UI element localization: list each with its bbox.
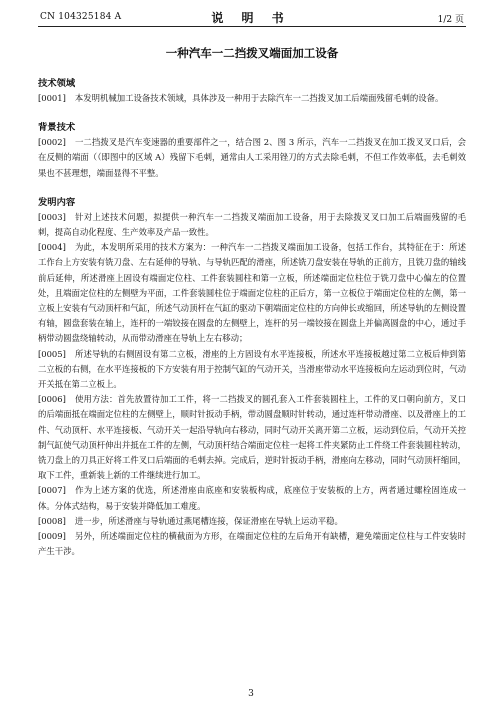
paragraph-text: 针对上述技术问题，拟提供一种汽车一二挡拨叉端面加工设备，用于去除拨叉叉口加工后端面残留的毛刺，提高自动化程度、生产效率及产品一致性。 [38, 211, 466, 238]
paragraph-number: [0004] [38, 242, 66, 253]
paragraph-0002 [38, 135, 466, 181]
paragraph-text: 作为上述方案的优选，所述滑座由底座和安装板构成，底座位于安装板的上方，两者通过螺栓固连成一体。分体式结构，易于安装并降低加工难度。 [38, 485, 466, 511]
paragraph-text: 进一步，所述滑座与导轨通过燕尾槽连接，保证滑座在导轨上运动平稳。 [74, 515, 343, 526]
paragraph-number: [0003] [38, 211, 66, 222]
document-type-title: 说 明 书 [211, 11, 291, 25]
invention-title: 一种汽车一二挡拨叉端面加工设备 [165, 46, 339, 60]
paragraph-0008 [38, 514, 466, 529]
paragraph-text: 为此，本发明所采用的技术方案为：一种汽车一二挡拨叉端面加工设备，包括工作台，其特征在于：所述工作台上方安装有铣刀盘、左右延伸的导轨、与导轨匹配的滑座，所述铣刀盘安装在导轨的正前方，且铣刀盘的轴线前后延伸，所述滑座上固设有端面定位柱、工件套装圆柱和第一立板，所述端面定位柱位于铣刀盘中心偏左的位置处，且端面定位柱的左侧壁为平面，工件套装圆柱位于端面定位柱的正后方，第一立板位于端面定位柱的左侧，第一立板上安装有气动顶杆和气缸，所述气动顶杆在气缸的驱动下朝端面定位柱的方向伸长或缩回，所述导轨的左侧设置有轴，圆盘套装在轴上，连杆的一端铰接在圆盘的左侧壁上，连杆的另一端铰接在圆盘上并偏离圆盘的中心，通过手柄带动圆盘绕轴转动，从而带动滑座在导轨上左右移动； [38, 242, 466, 344]
publication-number: CN 104325184 A [40, 12, 122, 22]
page-indicator: 1/2 页 [437, 15, 464, 25]
paragraph-number: [0007] [38, 485, 66, 496]
paragraph-0003 [38, 210, 466, 240]
paragraph-number: [0008] [38, 515, 66, 526]
header-divider [38, 26, 466, 27]
section-heading-background: 背景技术 [38, 122, 76, 134]
paragraph-0009 [38, 529, 466, 559]
paragraph-number: [0002] [38, 137, 66, 148]
document-body [38, 45, 466, 559]
paragraph-text: 本发明机械加工设备技术领域，具体涉及一种用于去除汽车一二挡拨叉加工后端面残留毛刺的设备。 [74, 93, 444, 103]
page-number: 3 [248, 689, 254, 699]
paragraph-0005 [38, 347, 466, 393]
paragraph-0004 [38, 240, 466, 346]
paragraph-number: [0009] [38, 531, 66, 542]
paragraph-number: [0005] [38, 348, 66, 359]
section-heading-technical-field: 技术领域 [38, 78, 76, 89]
paragraph-0007 [38, 483, 466, 513]
paragraph-text: 另外，所述端面定位柱的横截面为方形，在端面定位柱的左后角开有缺槽，避免端面定位柱与工件安装时产生干涉。 [38, 531, 466, 557]
paragraph-text: 一二挡拨叉是汽车变速器的重要部件之一，结合图 2、图 3 所示，汽车一二挡拨叉在加工拨叉叉口后，会在反侧的端面（（即图中的区域 A）残留下毛刺，通常由人工采用锉刀的方式去除毛刺，不但工作效率低，去毛刺效果也不甚理想，端面显得不平整。 [38, 137, 466, 178]
paragraph-text: 所述导轨的右侧固设有第二立板，滑座的上方固设有水平连接板，所述水平连接板越过第二立板后伸到第二立板的右侧，在水平连接板的下方安装有用于控制气缸的气动开关，当滑座带动水平连接板向左运动到位时，气动开关抵在第二立板上。 [38, 348, 466, 390]
paragraph-number: [0006] [38, 394, 66, 405]
paragraph-number: [0001] [38, 93, 66, 103]
section-heading-summary: 发明内容 [38, 196, 76, 208]
paragraph-text: 使用方法：首先放置待加工工件，将一二挡拨叉的圆孔套入工件套装圆柱上，工件的叉口朝向前方，叉口的后端面抵在端面定位柱的左侧壁上，顺时针扳动手柄，带动圆盘顺时针转动，通过连杆带动滑座、以及滑座上的工件、气动顶杆、水平连接板、气动开关一起沿导轨向右移动，同时气动开关离开第二立板，运动到位后，气动开关控制气缸使气动顶杆伸出并抵在工件的左侧，气动顶杆结合端面定位柱一起将工件夹紧防止工件绕工件套装圆柱转动，铣刀盘上的刀具正好将工件叉口后端面的毛刺去掉。完成后，逆时针扳动手柄，滑座向左移动，同时气动顶杆缩回，取下工件，重新装上新的工件继续进行加工。 [38, 394, 466, 481]
paragraph-0006 [38, 392, 466, 483]
paragraph-0001 [38, 91, 466, 106]
